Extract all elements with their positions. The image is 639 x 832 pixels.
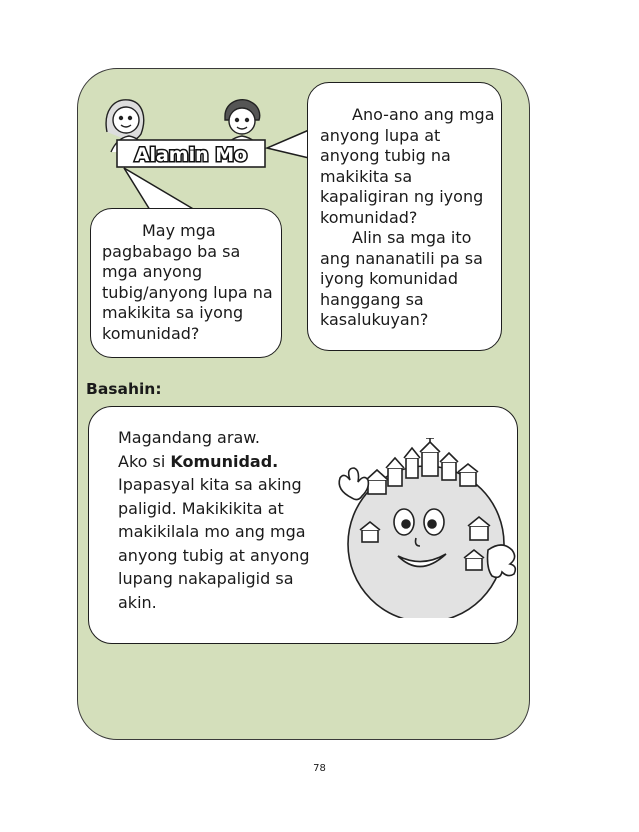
left-hand-icon: [339, 468, 368, 500]
story-intro: Ako si Komunidad.: [118, 451, 279, 471]
right-hand-icon: [488, 545, 516, 577]
story-intro-name: Komunidad.: [170, 451, 279, 471]
page-number: 78: [313, 763, 326, 774]
komunidad-globe-illustration: [330, 438, 520, 618]
alamin-mo-header: [101, 90, 279, 170]
right-bubble-question-2: Alin sa mga ito ang nananatili pa sa iyong komunidad hanggang sa kasalukuyan?: [320, 228, 483, 329]
section-label: Basahin:: [86, 380, 162, 398]
left-bubble-text: May mga pagbabago ba sa mga anyong tubig/anyong lupa na makikita sa iyong komunidad?: [102, 221, 273, 343]
header-title: Alamin Mo: [134, 144, 248, 166]
question-bubble-left: [90, 208, 282, 358]
right-bubble-question-1: Ano-ano ang mga anyong lupa at anyong tubig na makikita sa kapaligiran ng iyong komunidad?: [320, 105, 495, 227]
question-bubble-right: [307, 82, 502, 351]
story-body: Ipapasyal kita sa aking paligid. Makikikita at makikilala mo ang mga anyong tubig at anyong lupang nakapaligid sa akin.: [118, 475, 310, 612]
story-greeting: Magandang araw.: [118, 428, 260, 447]
story-text: [118, 426, 333, 614]
